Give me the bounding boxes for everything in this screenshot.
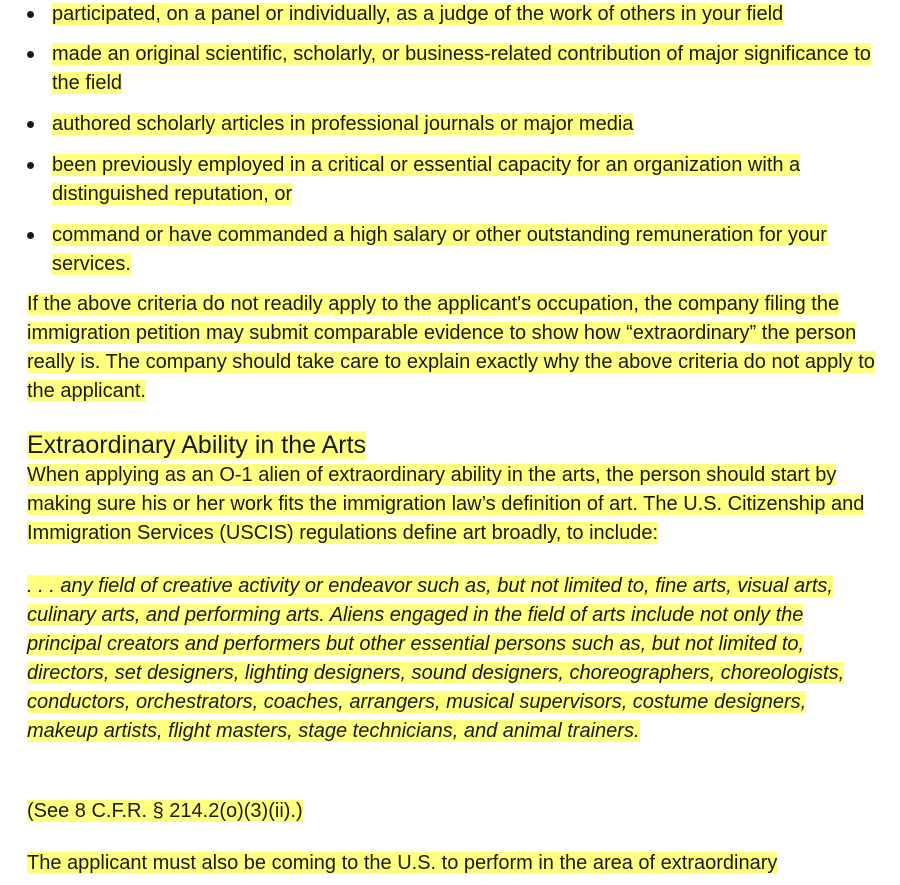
paragraph-text: The applicant must also be coming to the U.S. to perform in the area of extraordinary <box>27 852 778 874</box>
comparable-evidence-paragraph <box>27 290 877 406</box>
applicant-paragraph <box>27 849 877 878</box>
regulation-quote <box>27 572 877 746</box>
list-item <box>0 40 900 98</box>
bullet-icon <box>27 232 34 239</box>
quote-text: . . . any field of creative activity or endeavor such as, but not limited to, fine arts, visual arts, culinary arts, and performing arts. Aliens engaged in the field of arts include not only the principal creators and performers but other essential persons such as, but not limited to, directors, set designers, lighting designers, sound designers, choreographers, choreologists, conductors, orchestrators, coaches, arrangers, musical supervisors, costume designers, makeup artists, flight masters, stage technicians, and animal trainers. <box>27 575 845 742</box>
section-heading-text: Extraordinary Ability in the Arts <box>27 431 367 459</box>
list-item-text: authored scholarly articles in professional journals or major media <box>52 113 634 135</box>
bullet-icon <box>27 121 34 128</box>
citation <box>27 797 877 826</box>
arts-intro-paragraph <box>27 461 877 548</box>
paragraph-text: When applying as an O-1 alien of extraordinary ability in the arts, the person should start by making sure his or her work fits the immigration law’s definition of art. The U.S. Citizenship and Immigration Services (USCIS) regulations define art broadly, to include: <box>27 464 865 544</box>
list-item-text: been previously employed in a critical or essential capacity for an organization with a distinguished reputation, or <box>52 154 801 205</box>
list-item-text: made an original scientific, scholarly, or business-related contribution of major significance to the field <box>52 43 871 94</box>
citation-text: (See 8 C.F.R. § 214.2(o)(3)(ii).) <box>27 800 303 822</box>
list-item <box>0 151 900 209</box>
bullet-icon <box>27 11 34 18</box>
bullet-icon <box>27 51 34 58</box>
list-item <box>0 221 900 279</box>
list-item-text: command or have commanded a high salary or other outstanding remuneration for your services. <box>52 224 827 275</box>
section-heading <box>27 429 877 461</box>
list-item <box>0 0 803 29</box>
list-item <box>0 110 653 139</box>
bullet-icon <box>27 162 34 169</box>
paragraph-text: If the above criteria do not readily apply to the applicant's occupation, the company filing the immigration petition may submit comparable evidence to show how “extraordinary” the person really is. The company should take care to explain exactly why the above criteria do not apply to the applicant. <box>27 293 875 402</box>
list-item-text: participated, on a panel or individually, as a judge of the work of others in your field <box>52 3 784 25</box>
